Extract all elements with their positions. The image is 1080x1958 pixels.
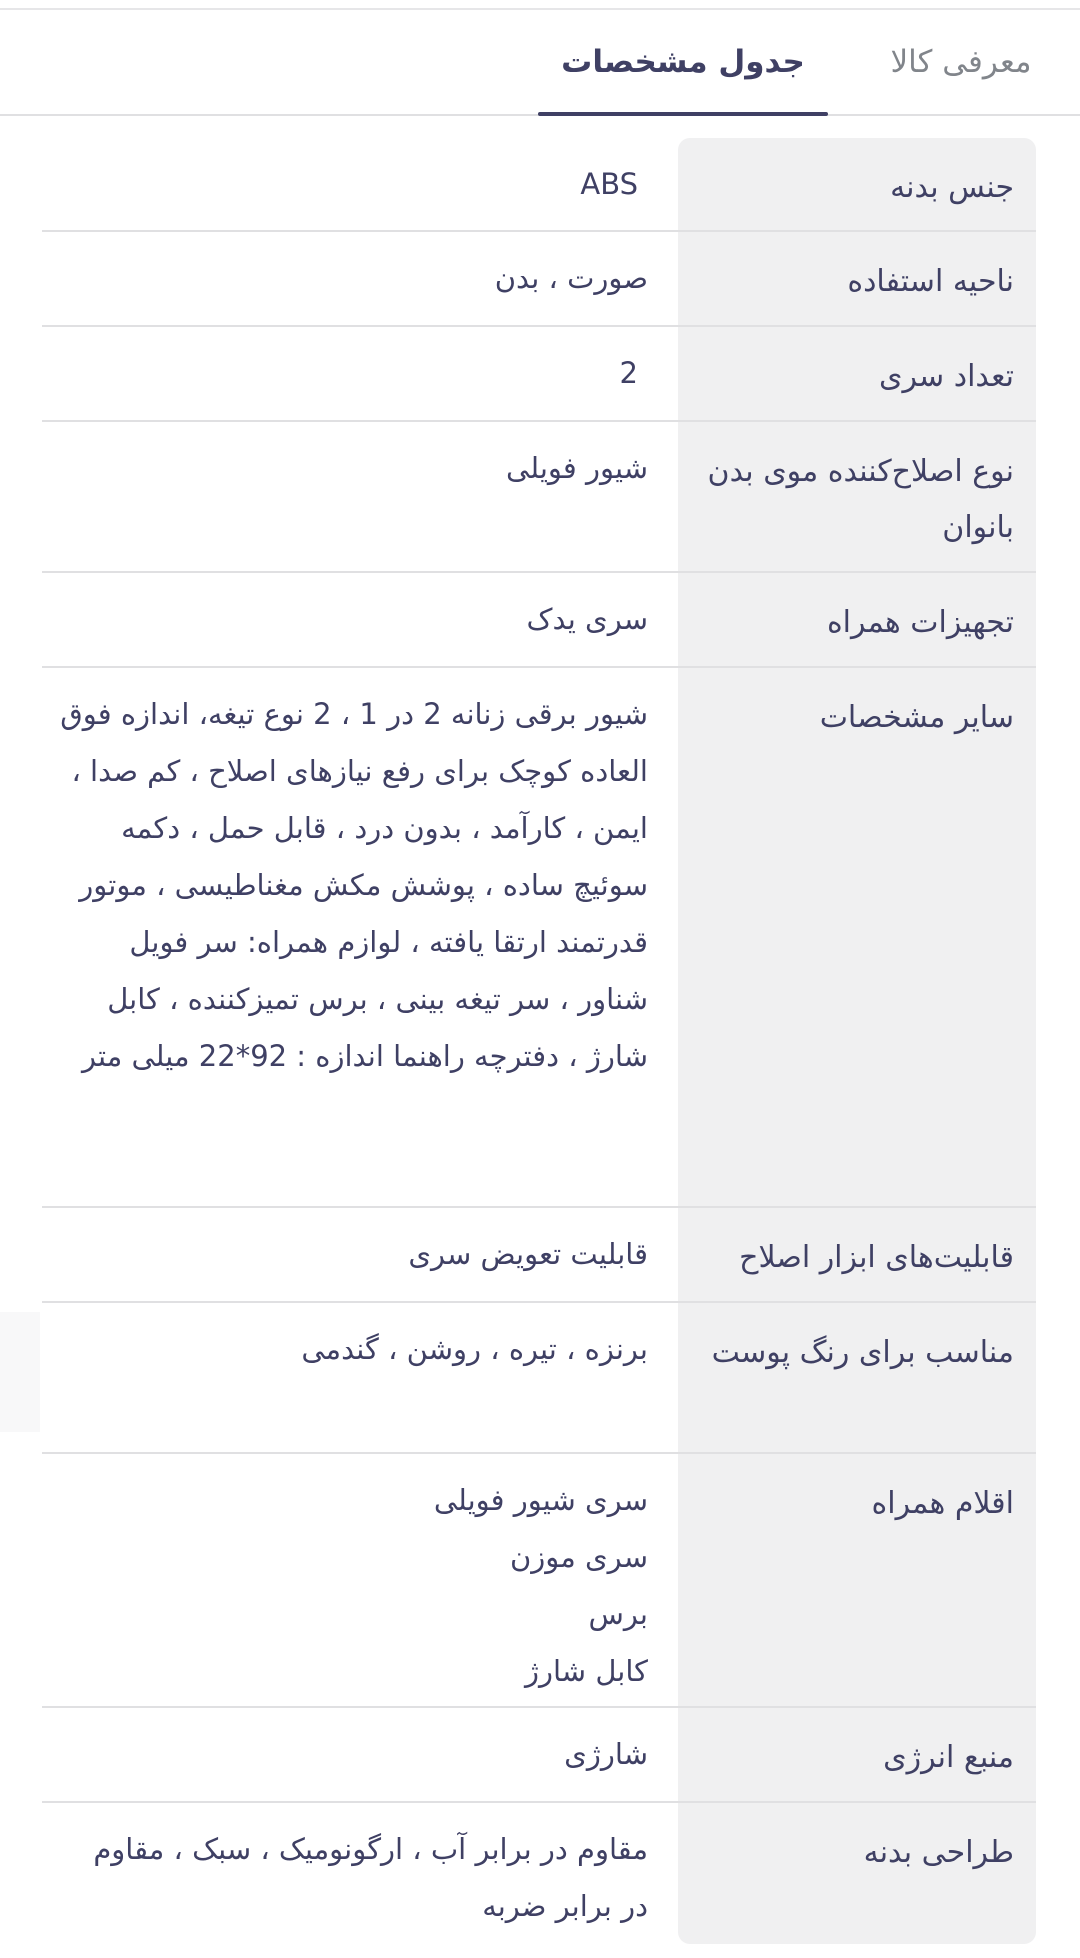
spec-value: شیور فویلی — [506, 451, 648, 485]
spec-label: اقلام همراه — [871, 1486, 1014, 1521]
spec-value-group — [58, 345, 648, 402]
spec-value: شیور برقی زنانه 2 در 1 ، 2 نوع تیغه، اندازه فوق العاده کوچک برای رفع نیازهای اصلاح ، کم صدا ، ایمن ، کارآمد ، بدون درد ، قابل حمل ، دکمه سوئیچ ساده ، پوشش مکش مغناطیسی ، موتور قدرتمند ارتقا یافته ، لوازم همراه: سر فویل شناور ، سر تیغه بینی ، برس تمیزکننده ، کابل شارژ ، دفترچه راهنما اندازه : 92*22 میلی متر — [60, 697, 648, 1073]
spec-value-group — [58, 591, 648, 648]
spec-value: قابلیت تعویض سری — [408, 1237, 648, 1271]
tab-product-intro[interactable]: معرفی کالا — [890, 44, 1032, 80]
spec-value: صورت ، بدن — [494, 261, 648, 295]
spec-label: ناحیه استفاده — [847, 264, 1014, 299]
spec-label: تجهیزات همراه — [826, 605, 1014, 640]
spec-row-skin-tone — [42, 1303, 1036, 1454]
spec-label: تعداد سری — [879, 359, 1014, 394]
spec-value: مقاوم در برابر آب ، ارگونومیک ، سبک ، مقاوم در برابر ضربه — [93, 1832, 648, 1923]
spec-value: سری موزن — [509, 1540, 648, 1574]
spec-label: قابلیت‌های ابزار اصلاح — [739, 1240, 1014, 1275]
spec-value-group — [58, 1821, 648, 1935]
spec-value: برس — [588, 1597, 648, 1631]
spec-value-group — [58, 1226, 648, 1283]
spec-label: جنس بدنه — [890, 170, 1014, 205]
left-edge-marker — [0, 1312, 40, 1432]
tab-specifications[interactable]: جدول مشخصات — [538, 10, 828, 114]
spec-row-power-source — [42, 1708, 1036, 1803]
spec-value: برنزه ، تیره ، روشن ، گندمی — [301, 1332, 648, 1366]
spec-row-tool-features — [42, 1208, 1036, 1303]
spec-label: مناسب برای رنگ پوست — [711, 1335, 1014, 1370]
spec-value: ABS — [580, 167, 638, 201]
spec-value-group — [58, 686, 648, 1085]
spec-label: طراحی بدنه — [863, 1835, 1014, 1870]
spec-label: سایر مشخصات — [819, 700, 1014, 735]
spec-value: کابل شارژ — [524, 1654, 648, 1688]
spec-value: شارژی — [564, 1737, 648, 1771]
spec-value-group — [58, 156, 648, 213]
spec-row-other-specs — [42, 668, 1036, 1208]
spec-row-usage-area — [42, 232, 1036, 327]
spec-value: سری یدک — [526, 602, 648, 636]
spec-label: منبع انرژی — [883, 1740, 1014, 1775]
spec-value-group — [58, 440, 648, 497]
spec-value-group — [58, 1321, 648, 1378]
spec-label: نوع اصلاح‌کننده موی بدن بانوان — [707, 454, 1014, 545]
spec-row-included-equipment — [42, 573, 1036, 668]
spec-row-trimmer-type — [42, 422, 1036, 573]
spec-value-group — [58, 1472, 648, 1700]
spec-row-body-material — [42, 138, 1036, 232]
spec-value: سری شیور فویلی — [433, 1483, 648, 1517]
spec-value: 2 — [619, 356, 638, 390]
spec-row-body-design — [42, 1803, 1036, 1944]
spec-value-group — [58, 250, 648, 307]
spec-value-group — [58, 1726, 648, 1783]
product-tabs — [0, 10, 1080, 116]
spec-row-included-items — [42, 1454, 1036, 1708]
specifications-table — [42, 138, 1036, 1944]
spec-row-head-count — [42, 327, 1036, 422]
